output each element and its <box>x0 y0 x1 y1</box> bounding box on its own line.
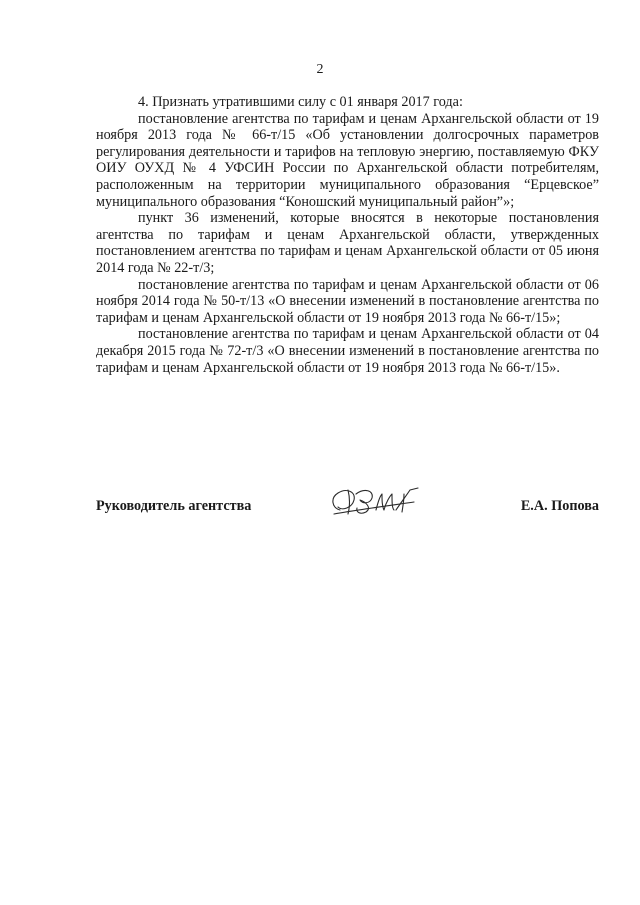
signature-block <box>96 494 599 524</box>
page-number: 2 <box>316 62 324 77</box>
signatory-title: Руководитель агентства <box>96 498 252 514</box>
paragraph-repealed-act-3: постановление агентства по тарифам и ценам Архангельской области от 06 ноября 2014 года № 50-т/13 «О внесении изменений в постановление агентства по тарифам и ценам Архангельской области от 19 ноября 2013 года № 66-т/15»; <box>96 276 599 326</box>
paragraph-repealed-act-2: пункт 36 изменений, которые вносятся в некоторые постановления агентства по тарифам и ценам Архангельской области, утвержденных постановлением агентства по тарифам и ценам Архангельской области от 05 июня 2014 года № 22-т/3; <box>96 210 599 276</box>
handwritten-signature <box>326 480 426 522</box>
paragraph-repealed-act-1: постановление агентства по тарифам и ценам Архангельской области от 19 ноября 2013 года № 66-т/15 «Об установлении долгосрочных параметров регулирования деятельности и тарифов на тепловую энергию, поставляемую ФКУ ОИУ ОУХД № 4 УФСИН России по Архангельской области потребителям, расположенным на территории муниципального образования “Ерцевское” муниципального образования “Коношский муниципальный район”»; <box>96 110 599 210</box>
signatory-name: Е.А. Попова <box>520 498 599 514</box>
document-body <box>96 94 599 376</box>
paragraph-repealed-act-4: постановление агентства по тарифам и ценам Архангельской области от 04 декабря 2015 года № 72-т/3 «О внесении изменений в постановление агентства по тарифам и ценам Архангельской области от 19 ноября 2013 года № 66-т/15». <box>96 326 599 376</box>
paragraph-clause-4: 4. Признать утратившими силу с 01 января 2017 года: <box>138 94 463 110</box>
